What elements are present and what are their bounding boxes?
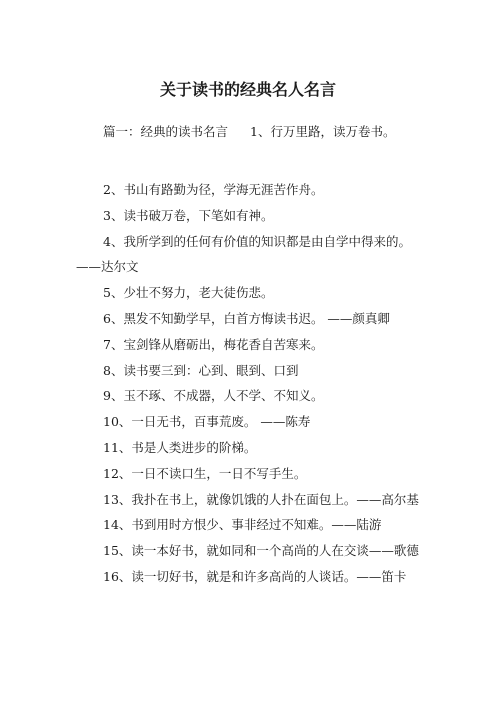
quote-list — [76, 177, 424, 590]
page-title: 关于读书的经典名人名言 — [159, 80, 336, 99]
quote-item: 7、宝剑锋从磨砺出，梅花香自苦寒来。 — [103, 336, 324, 352]
intro-line — [103, 124, 395, 140]
quote-item: 3、读书破万卷，下笔如有神。 — [103, 207, 274, 223]
quote-item: 12、一日不读口生，一日不写手生。 — [103, 465, 307, 481]
quote-item: 15、读一本好书，就如同和一个高尚的人在交谈——歌德 — [103, 543, 419, 559]
quote-item: 9、玉不琢、不成器，人不学、不知义。 — [103, 388, 324, 404]
section-heading: 篇一：经典的读书名言 — [103, 124, 229, 139]
quote-1: 1、行万里路，读万卷书。 — [250, 124, 396, 139]
quote-item: 16、读一切好书，就是和许多高尚的人谈话。——笛卡 — [103, 568, 407, 584]
quote-item: 13、我扑在书上，就像饥饿的人扑在面包上。——高尔基 — [103, 491, 419, 507]
quote-item: 2、书山有路勤为径，学海无涯苦作舟。 — [103, 182, 324, 197]
quote-item: 8、读书要三到：心到、眼到、口到 — [103, 362, 299, 378]
quote-item: 11、书是人类进步的阶梯。 — [103, 439, 257, 455]
quote-item: 6、黑发不知勤学早，白首方悔读书迟。 ——颜真卿 — [103, 310, 390, 326]
quote-item: 10、一日无书，百事荒废。 ——陈寿 — [103, 414, 311, 430]
quote-item: 4、我所学到的任何有价值的知识都是由自学中得来的。——达尔文 — [76, 233, 411, 275]
quote-item: 5、少壮不努力，老大徒伤悲。 — [103, 285, 274, 301]
quote-item: 14、书到用时方恨少、事非经过不知难。——陆游 — [103, 517, 382, 533]
